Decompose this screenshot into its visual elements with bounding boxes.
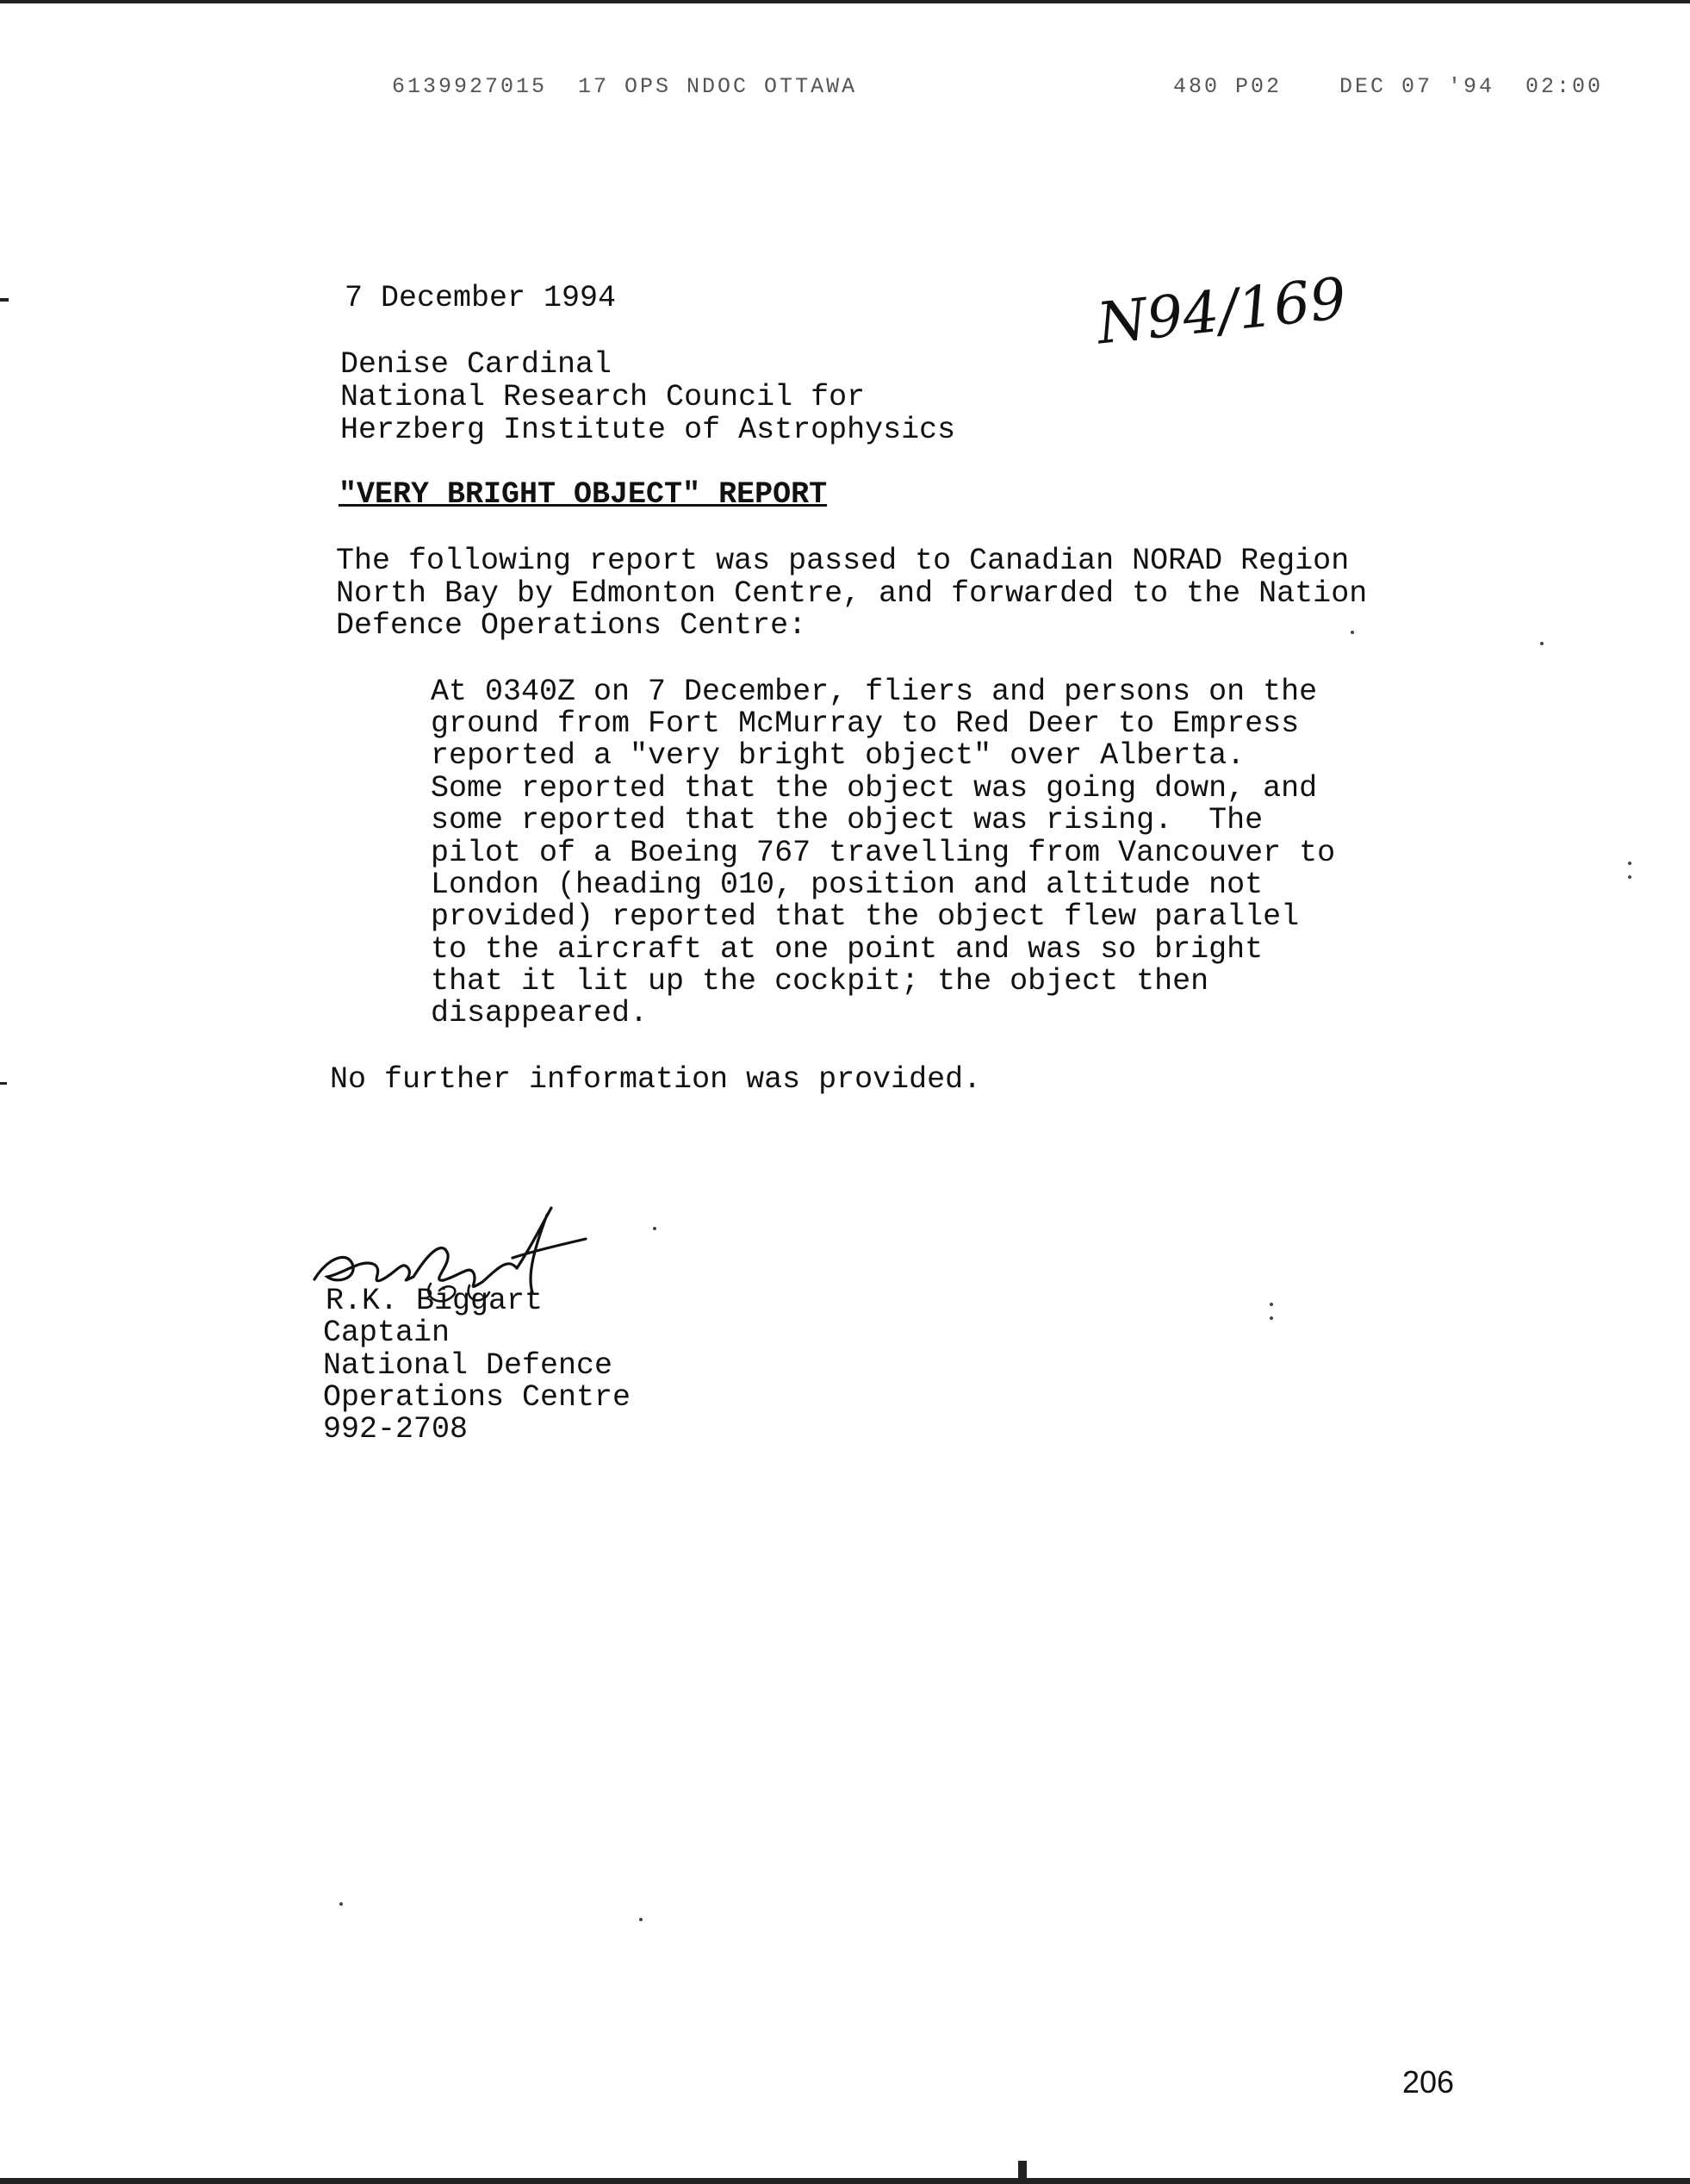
bottom-scan-border — [0, 2178, 1690, 2184]
intro-line: Defence Operations Centre: — [336, 608, 807, 643]
report-line: reported a "very bright object" over Alberta. — [431, 738, 1246, 773]
report-line: London (heading 010, position and altitude not — [431, 868, 1264, 902]
top-scan-border — [0, 0, 1690, 3]
report-title: "VERY BRIGHT OBJECT" REPORT — [339, 477, 828, 512]
scan-speck — [1628, 862, 1631, 865]
fax-header-timestamp: DEC 07 '94 02:00 — [1339, 74, 1604, 99]
letter-date: 7 December 1994 — [345, 281, 617, 315]
fax-header-sender: 6139927015 17 OPS NDOC OTTAWA — [392, 74, 858, 99]
report-line: pilot of a Boeing 767 travelling from Vancouver to — [431, 836, 1336, 870]
report-line: provided) reported that the object flew parallel — [431, 899, 1300, 934]
scan-speck — [1351, 631, 1354, 634]
report-line: Some reported that the object was going down, and — [431, 771, 1318, 806]
page-number: 206 — [1402, 2064, 1455, 2100]
signatory-unit-line2: Operations Centre — [323, 1380, 631, 1415]
report-line: that it lit up the cockpit; the object then — [431, 964, 1209, 999]
signatory-phone: 992-2708 — [323, 1412, 469, 1447]
recipient-organization-line2: Herzberg Institute of Astrophysics — [340, 413, 956, 447]
signatory-name: R.K. Biggart — [326, 1284, 544, 1318]
recipient-name: Denise Cardinal — [340, 347, 612, 382]
signatory-rank: Captain — [323, 1316, 450, 1350]
scan-speck — [1270, 1316, 1273, 1320]
recipient-organization-line1: National Research Council for — [340, 380, 866, 414]
signatory-unit-line1: National Defence — [323, 1348, 613, 1383]
scan-speck — [1628, 875, 1631, 879]
scan-speck — [639, 1918, 643, 1921]
scan-speck — [1540, 642, 1544, 645]
left-scan-mark — [0, 298, 9, 302]
closing-statement: No further information was provided. — [330, 1062, 982, 1097]
handwritten-file-reference: N94/169 — [1094, 264, 1350, 358]
fax-header-page-code: 480 P02 — [1173, 74, 1283, 99]
left-scan-mark — [0, 1082, 7, 1085]
scan-speck — [1270, 1303, 1273, 1306]
report-line: some reported that the object was rising. The — [431, 803, 1264, 837]
report-line: At 0340Z on 7 December, fliers and persons on the — [431, 675, 1318, 709]
intro-line: The following report was passed to Canadian NORAD Region — [336, 544, 1350, 578]
report-line: disappeared. — [431, 996, 649, 1030]
intro-line: North Bay by Edmonton Centre, and forwarded to the Nation — [336, 576, 1368, 611]
report-line: ground from Fort McMurray to Red Deer to Empress — [431, 706, 1300, 741]
scan-speck — [339, 1902, 343, 1906]
scan-speck — [653, 1227, 656, 1230]
report-line: to the aircraft at one point and was so bright — [431, 932, 1264, 967]
bottom-scan-notch — [1018, 2161, 1027, 2184]
